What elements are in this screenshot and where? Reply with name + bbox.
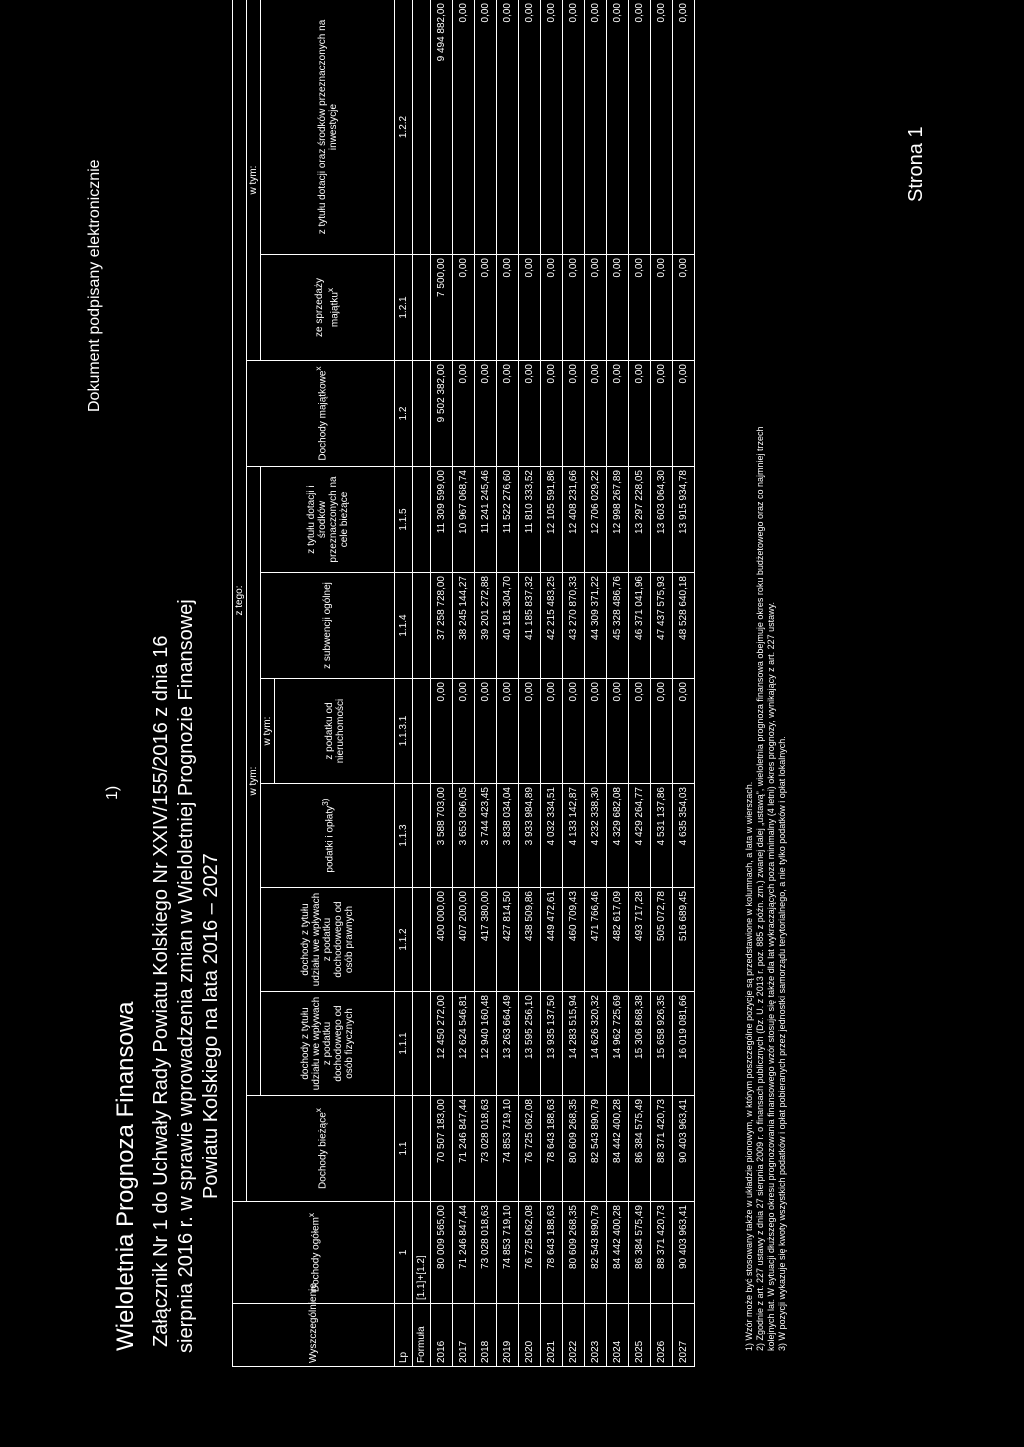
value-cell: 0,00 [607,255,629,361]
value-cell: 12 940 160,48 [475,992,497,1096]
value-cell: 13 263 664,49 [497,992,519,1096]
year-cell: 2018 [475,1304,497,1367]
value-cell: 4 329 682,08 [607,784,629,888]
year-cell: 2021 [541,1304,563,1367]
value-cell: 3 653 096,05 [453,784,475,888]
value-cell: 13 297 228,05 [629,467,651,573]
value-cell: 417 380,00 [475,888,497,992]
value-cell: 0,00 [651,361,673,467]
value-cell: 13 603 064,30 [651,467,673,573]
value-cell: 4 635 354,03 [673,784,695,888]
value-cell: 460 709,43 [563,888,585,992]
column-code: 1.1.3 [395,784,413,888]
year-row [519,0,541,1367]
value-cell: 3 588 703,00 [431,784,453,888]
value-cell: 0,00 [673,255,695,361]
value-cell: 0,00 [475,255,497,361]
header-w-tym-podatki: w tym: [261,679,275,784]
year-row [629,0,651,1367]
value-cell: 15 306 868,38 [629,992,651,1096]
value-cell: 76 725 062,08 [519,1202,541,1304]
value-cell: 78 643 188,63 [541,1202,563,1304]
value-cell: 0,00 [541,679,563,784]
value-cell: 400 000,00 [431,888,453,992]
value-cell: 78 643 188,63 [541,1096,563,1202]
value-cell: 3 744 423,45 [475,784,497,888]
value-cell: 0,00 [585,679,607,784]
value-cell: 12 450 272,00 [431,992,453,1096]
header-nieruchomosci: z podatku od nieruchomości [275,679,395,784]
value-cell: 0,00 [519,679,541,784]
value-cell: 0,00 [475,0,497,255]
value-cell: 84 442 400,28 [607,1096,629,1202]
header-w-tym-biezace: w tym: [247,467,261,1096]
value-cell: 86 384 575,49 [629,1202,651,1304]
formula-empty [413,361,431,467]
value-cell: 0,00 [497,255,519,361]
header-dochody-biezace: Dochody bieżące$^x$ [247,1096,395,1202]
value-cell: 41 185 837,32 [519,573,541,679]
value-cell: 12 998 267,89 [607,467,629,573]
value-cell: 45 328 486,76 [607,573,629,679]
header-podatki: podatki i opłaty$^{3)}$ [261,784,395,888]
value-cell: 80 609 268,35 [563,1202,585,1304]
column-code: 1.1.1 [395,992,413,1096]
header-dochody-ogolem: Dochody ogółem$^x$ [233,1202,395,1304]
value-cell: 46 371 041,96 [629,573,651,679]
value-cell: 80 009 565,00 [431,1202,453,1304]
value-cell: 471 766,46 [585,888,607,992]
value-cell: 70 507 183,00 [431,1096,453,1202]
column-code: 1.1.5 [395,467,413,573]
value-cell: 0,00 [519,255,541,361]
year-row [673,0,695,1367]
value-cell: 14 962 725,69 [607,992,629,1096]
column-code: 1.2.2 [395,0,413,255]
year-cell: 2025 [629,1304,651,1367]
document-title: Wieloletnia Prognoza Finansowa [112,1001,139,1351]
column-code: 1.1.3.1 [395,679,413,784]
year-row [497,0,519,1367]
formula-empty [413,0,431,255]
lp-label: Lp [395,1304,413,1367]
year-row [563,0,585,1367]
value-cell: 82 543 890,79 [585,1202,607,1304]
formula-empty [413,573,431,679]
year-cell: 2020 [519,1304,541,1367]
value-cell: 42 215 483,25 [541,573,563,679]
value-cell: 0,00 [629,0,651,255]
value-cell: 0,00 [453,679,475,784]
column-code: 1.1.2 [395,888,413,992]
value-cell: 15 658 926,35 [651,992,673,1096]
value-cell: 40 181 304,70 [497,573,519,679]
value-cell: 4 232 338,30 [585,784,607,888]
value-cell: 88 371 420,73 [651,1202,673,1304]
value-cell: 0,00 [629,679,651,784]
value-cell: 0,00 [541,361,563,467]
header-z-tego: z tego: [233,0,247,1202]
value-cell: 38 245 144,27 [453,573,475,679]
value-cell: 0,00 [673,679,695,784]
year-cell: 2024 [607,1304,629,1367]
value-cell: 0,00 [673,361,695,467]
value-cell: 0,00 [475,679,497,784]
value-cell: 13 935 137,50 [541,992,563,1096]
value-cell: 427 814,50 [497,888,519,992]
value-cell: 11 309 599,00 [431,467,453,573]
value-cell: 3 933 984,89 [519,784,541,888]
value-cell: 43 270 870,33 [563,573,585,679]
value-cell: 4 531 137,86 [651,784,673,888]
value-cell: 71 246 847,44 [453,1202,475,1304]
value-cell: 0,00 [607,361,629,467]
value-cell: 438 509,86 [519,888,541,992]
value-cell: 449 472,61 [541,888,563,992]
formula-empty [413,992,431,1096]
year-cell: 2022 [563,1304,585,1367]
value-cell: 505 072,78 [651,888,673,992]
year-row [651,0,673,1367]
value-cell: 0,00 [651,0,673,255]
value-cell: 11 810 333,52 [519,467,541,573]
value-cell: 47 437 575,93 [651,573,673,679]
value-cell: 10 967 068,74 [453,467,475,573]
value-cell: 0,00 [585,255,607,361]
value-cell: 0,00 [497,361,519,467]
value-cell: 3 838 034,04 [497,784,519,888]
value-cell: 0,00 [651,255,673,361]
value-cell: 88 371 420,73 [651,1096,673,1202]
value-cell: 39 201 272,88 [475,573,497,679]
value-cell: 16 019 081,66 [673,992,695,1096]
value-cell: 0,00 [453,0,475,255]
footnote-2a: 2) Zgodnie z art. 227 ustawy z dnia 27 sierpnia 2009 r. o finansach publicznych (Dz. U. z 2013 r. poz. 885 z późn. zm.) zwanej dalej „ustawą”, wieloletnia prognoza finansowa obejmuje okres roku budżetowego oraz co najmniej trzech [755,426,765,1351]
value-cell: 37 258 728,00 [431,573,453,679]
formula-label: Formuła [413,1304,431,1367]
value-cell: 0,00 [563,679,585,784]
value-cell: 14 283 515,94 [563,992,585,1096]
value-cell: 80 609 268,35 [563,1096,585,1202]
value-cell: 0,00 [519,361,541,467]
formula-empty [413,255,431,361]
value-cell: 13 595 256,10 [519,992,541,1096]
header-dochody-majatkowe: Dochody majątkowe$^x$ [247,361,395,467]
value-cell: 73 028 018,63 [475,1202,497,1304]
year-cell: 2016 [431,1304,453,1367]
column-code: 1.1 [395,1096,413,1202]
value-cell: 0,00 [585,361,607,467]
footnote-1: 1) Wzór może być stosowany także w układzie pionowym, w którym poszczególne pozycje są przedstawione w kolumnach, a lata w wierszach. [744,781,754,1351]
value-cell: 0,00 [475,361,497,467]
value-cell: 76 725 062,08 [519,1096,541,1202]
value-cell: 7 500,00 [431,255,453,361]
formula-row [413,0,431,1367]
column-code: 1 [395,1202,413,1304]
title-footnote-mark: 1) [104,785,121,800]
value-cell: 12 408 231,66 [563,467,585,573]
year-row [453,0,475,1367]
formula-value: [1.1]+[1.2] [413,1202,431,1304]
value-cell: 0,00 [541,255,563,361]
subtitle-line-2: sierpnia 2016 r. w sprawie wprowadzenia zmian w Wieloletniej Prognozie Finansowej [175,599,197,1353]
value-cell: 482 617,09 [607,888,629,992]
formula-empty [413,679,431,784]
value-cell: 74 853 719,10 [497,1202,519,1304]
value-cell: 0,00 [629,361,651,467]
value-cell: 0,00 [431,679,453,784]
footnote-3: 3) W pozycji wykazuje się kwoty wszystkich podatków i opłat pobieranych przez jednostki samorządu terytorialnego, a nie tylko podatków i opłat lokalnych. [777,736,787,1351]
header-sprzedaz: ze sprzedaży majątku$^x$ [261,255,395,361]
value-cell: 71 246 847,44 [453,1096,475,1202]
year-row [431,0,453,1367]
value-cell: 0,00 [629,255,651,361]
subtitle-line-3: Powiatu Kolskiego na lata 2016 – 2027 [200,853,222,1199]
year-cell: 2019 [497,1304,519,1367]
header-pit: dochody z tytułu udziału we wpływach z podatku dochodowego od osób fizycznych [261,992,395,1096]
value-cell: 9 502 382,00 [431,361,453,467]
value-cell: 11 522 276,60 [497,467,519,573]
value-cell: 11 241 245,46 [475,467,497,573]
value-cell: 0,00 [607,679,629,784]
value-cell: 0,00 [497,0,519,255]
header-dotacje-biezace: z tytułu dotacji i środków przeznaczonych na cele bieżące [261,467,395,573]
year-cell: 2027 [673,1304,695,1367]
formula-empty [413,1096,431,1202]
value-cell: 4 032 334,51 [541,784,563,888]
year-row [585,0,607,1367]
value-cell: 0,00 [585,0,607,255]
value-cell: 90 403 963,41 [673,1202,695,1304]
year-cell: 2023 [585,1304,607,1367]
subtitle-line-1: Załącznik Nr 1 do Uchwały Rady Powiatu Kolskiego Nr XXIV/155/2016 z dnia 16 [150,635,172,1347]
year-row [475,0,497,1367]
value-cell: 12 624 546,81 [453,992,475,1096]
value-cell: 0,00 [497,679,519,784]
value-cell: 0,00 [563,0,585,255]
value-cell: 0,00 [651,679,673,784]
value-cell: 407 200,00 [453,888,475,992]
value-cell: 0,00 [607,0,629,255]
footnotes [744,251,788,1351]
value-cell: 0,00 [563,255,585,361]
value-cell: 493 717,28 [629,888,651,992]
value-cell: 12 706 029,22 [585,467,607,573]
lp-row [395,0,413,1367]
value-cell: 0,00 [453,255,475,361]
value-cell: 74 853 719,10 [497,1096,519,1202]
column-code: 1.1.4 [395,573,413,679]
year-row [541,0,563,1367]
value-cell: 0,00 [453,361,475,467]
value-cell: 48 528 640,18 [673,573,695,679]
formula-empty [413,888,431,992]
value-cell: 13 915 934,78 [673,467,695,573]
formula-empty [413,467,431,573]
footnote-2b: kolejnych lat. W sytuacji dłuższego okresu prognozowania finansowego wzór stosuje się także dla lat wykraczających poza minimalny (4 letni) okres prognozy, wynikający z art. 227 ustawy. [766,601,776,1351]
column-code: 1.2 [395,361,413,467]
header-w-tym-majatkowe: w tym: [247,0,261,361]
value-cell: 84 442 400,28 [607,1202,629,1304]
value-cell: 0,00 [541,0,563,255]
value-cell: 82 543 890,79 [585,1096,607,1202]
value-cell: 4 429 264,77 [629,784,651,888]
year-cell: 2026 [651,1304,673,1367]
formula-empty [413,784,431,888]
header-cit: dochody z tytułu udziału we wpływach z podatku dochodowego od osób prawnych [261,888,395,992]
header-subwencja: z subwencji ogólnej [261,573,395,679]
value-cell: 516 689,45 [673,888,695,992]
header-wyszczegolnienie: Wyszczególnienie [233,1304,395,1367]
value-cell: 0,00 [519,0,541,255]
header-dotacje-inwestycje: z tytułu dotacji oraz środków przeznaczonych na inwestycje [261,0,395,255]
value-cell: 0,00 [673,0,695,255]
value-cell: 14 626 320,32 [585,992,607,1096]
value-cell: 12 105 591,86 [541,467,563,573]
column-code: 1.2.1 [395,255,413,361]
income-forecast-table [232,0,695,1367]
value-cell: 73 028 018,63 [475,1096,497,1202]
page-number: Strona 1 [905,126,927,202]
value-cell: 9 494 882,00 [431,0,453,255]
value-cell: 4 133 142,87 [563,784,585,888]
year-row [607,0,629,1367]
value-cell: 86 384 575,49 [629,1096,651,1202]
year-cell: 2017 [453,1304,475,1367]
value-cell: 44 309 371,22 [585,573,607,679]
value-cell: 0,00 [563,361,585,467]
signature-note: Dokument podpisany elektronicznie [86,159,103,412]
value-cell: 90 403 963,41 [673,1096,695,1202]
